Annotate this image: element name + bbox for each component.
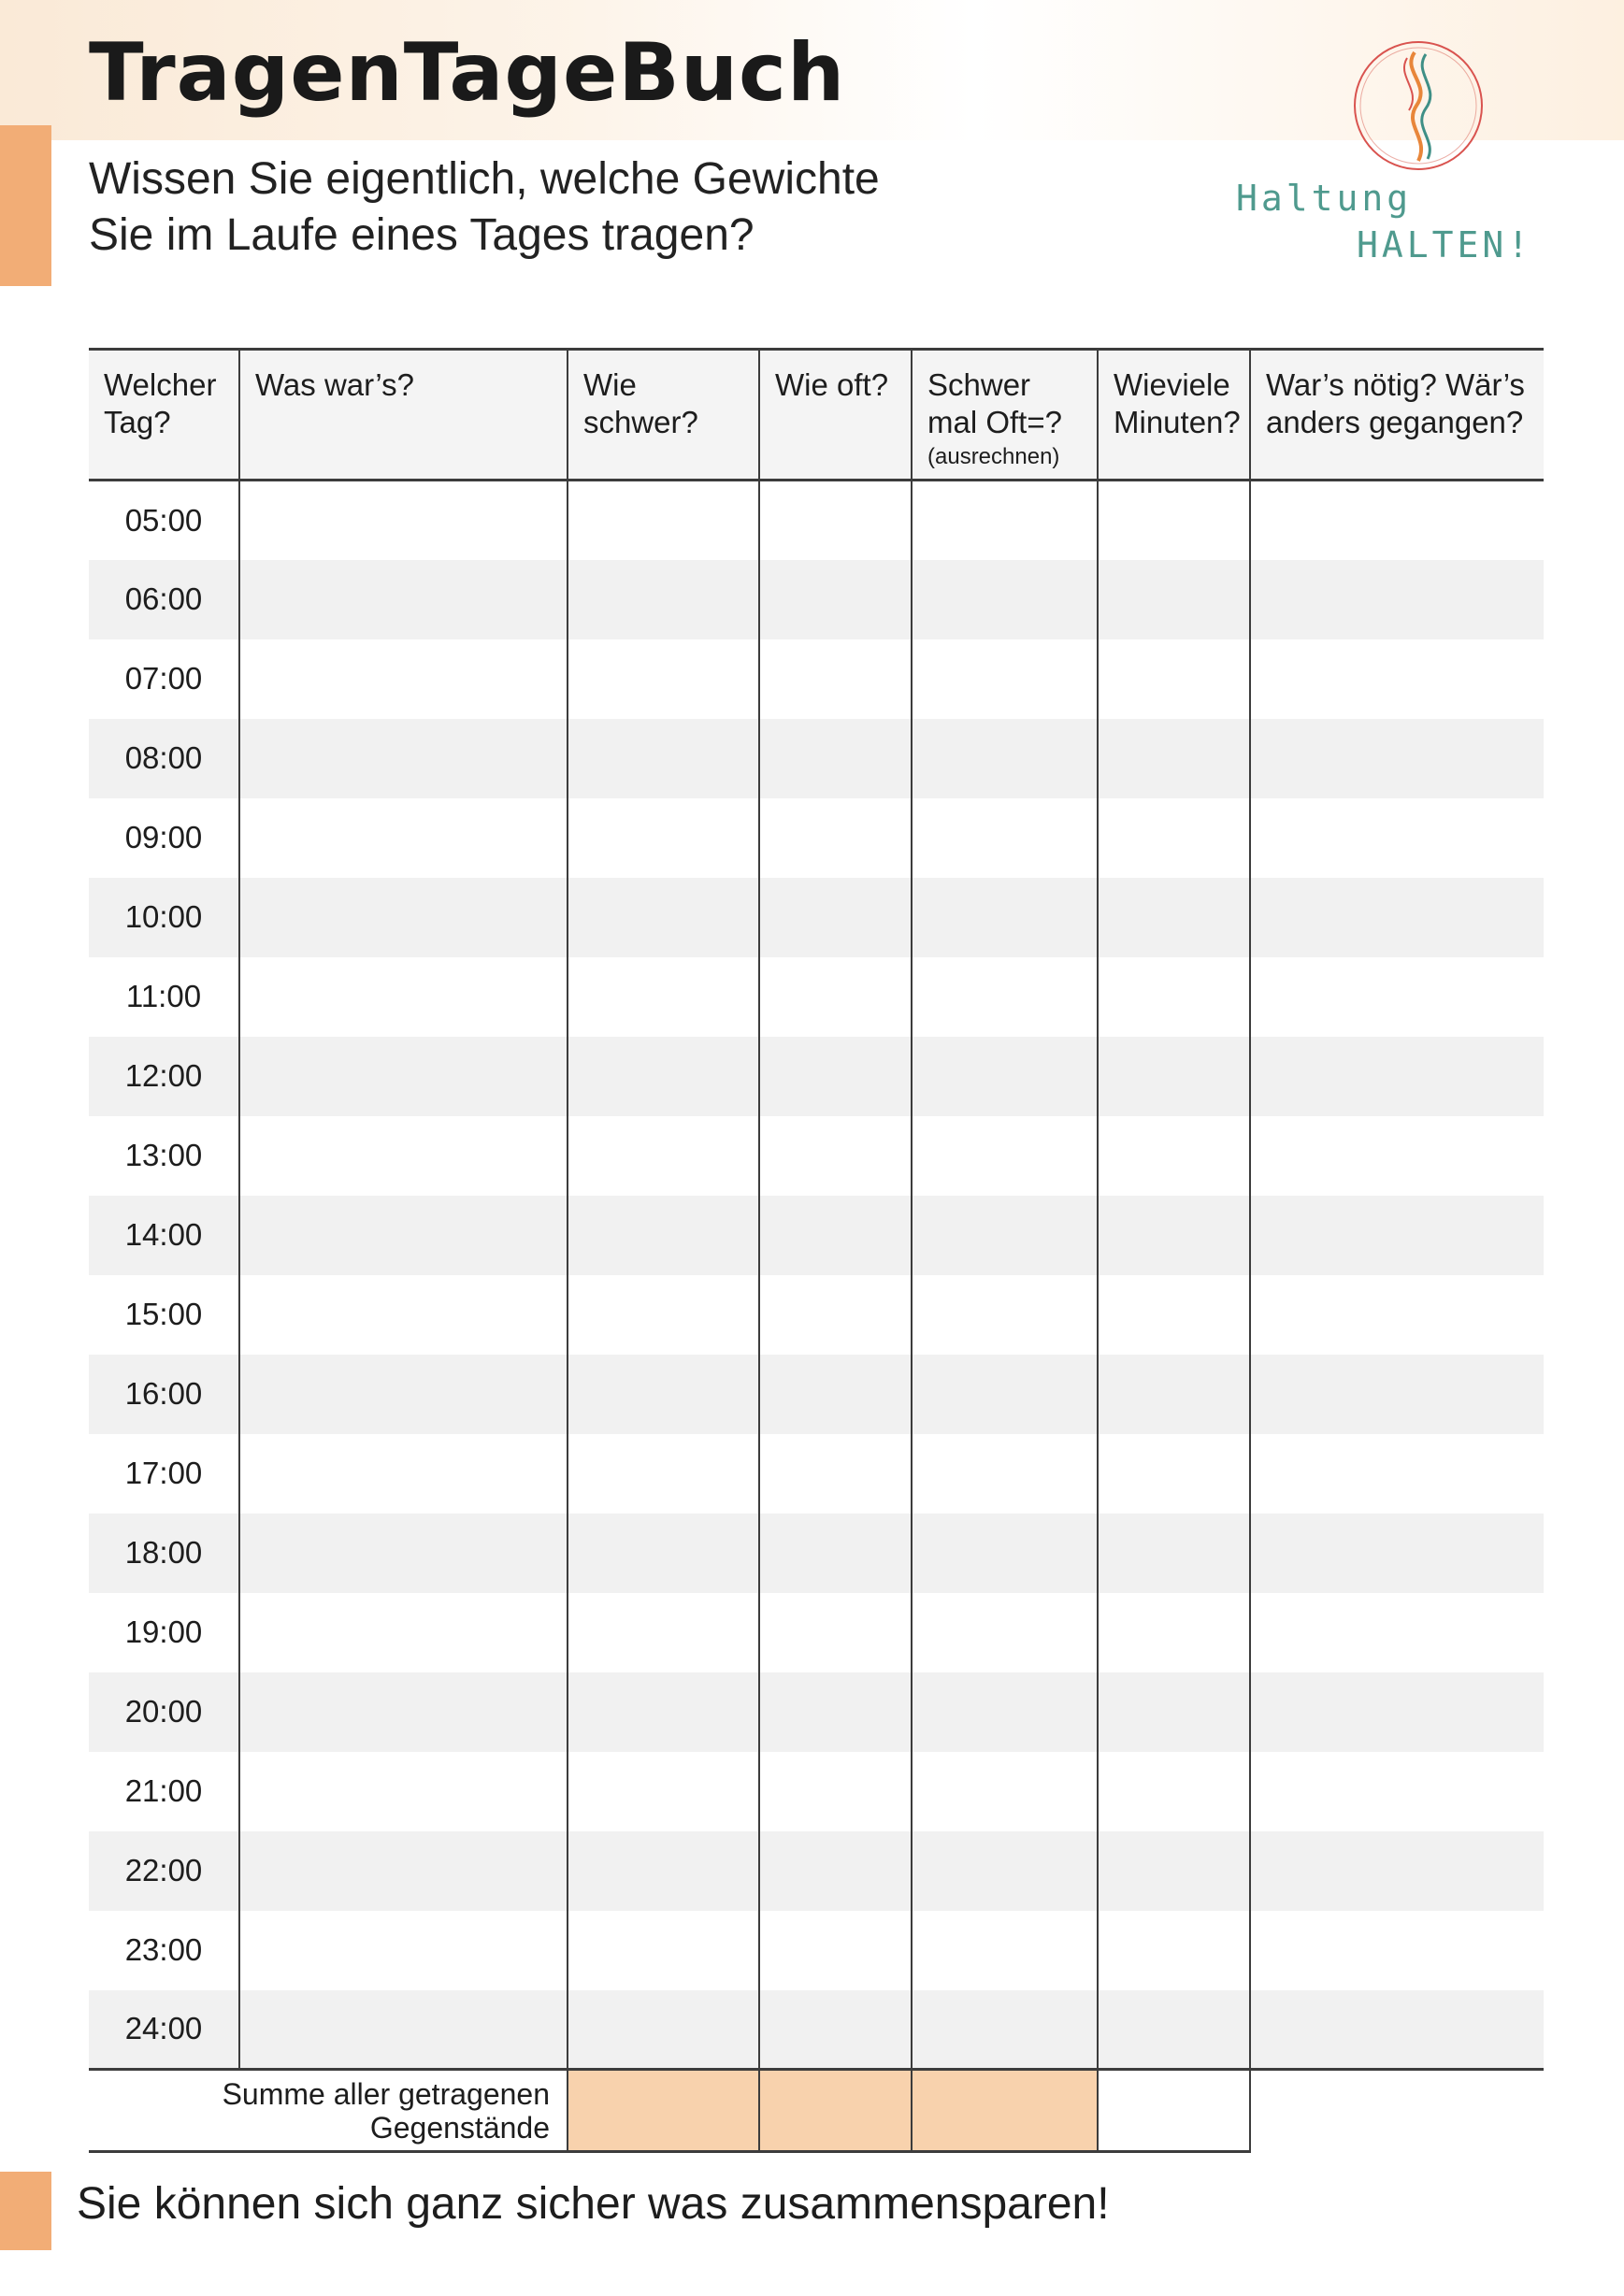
entry-cell-necessary[interactable]	[1250, 798, 1544, 878]
entry-cell-weight[interactable]	[568, 1990, 759, 2070]
subtitle-line-2: Sie im Laufe eines Tages tragen?	[89, 210, 755, 260]
entry-cell-count[interactable]	[759, 1831, 912, 1911]
table-row	[89, 481, 1544, 560]
entry-cell-count[interactable]	[759, 1672, 912, 1752]
table-row	[89, 1116, 1544, 1196]
entry-cell-weight[interactable]	[568, 1911, 759, 1990]
entry-cell-minutes[interactable]	[1098, 1990, 1250, 2070]
entry-cell-count[interactable]	[759, 1514, 912, 1593]
column-header-weight	[568, 350, 759, 481]
hour-label: 17:00	[124, 1456, 203, 1490]
entry-cell-product[interactable]	[912, 560, 1098, 639]
entry-cell-what[interactable]	[239, 560, 568, 639]
entry-cell-count[interactable]	[759, 1752, 912, 1831]
entry-cell-product[interactable]	[912, 1593, 1098, 1672]
sum-count-cell[interactable]	[759, 2070, 912, 2152]
table-row	[89, 1355, 1544, 1434]
entry-cell-product[interactable]	[912, 1990, 1098, 2070]
table-row	[89, 798, 1544, 878]
entry-cell-necessary[interactable]	[1250, 639, 1544, 719]
entry-cell-necessary[interactable]	[1250, 1593, 1544, 1672]
hour-label: 08:00	[89, 719, 239, 798]
entry-cell-weight[interactable]	[568, 560, 759, 639]
table-row	[89, 957, 1544, 1037]
table-row	[89, 1990, 1544, 2070]
table-row	[89, 1434, 1544, 1514]
entry-cell-count[interactable]	[759, 1911, 912, 1990]
entry-cell-product[interactable]	[912, 878, 1098, 957]
entry-cell-count[interactable]	[759, 560, 912, 639]
entry-cell-what[interactable]	[239, 798, 568, 878]
table-row	[89, 1037, 1544, 1116]
entry-cell-weight[interactable]	[568, 639, 759, 719]
entry-cell-product[interactable]	[912, 1116, 1098, 1196]
entry-cell-minutes[interactable]	[1098, 957, 1250, 1037]
entry-cell-necessary[interactable]	[1250, 1911, 1544, 1990]
column-header-label: War’s nötig? Wär’s anders gegangen?	[1266, 367, 1525, 439]
entry-cell-what[interactable]	[239, 1752, 568, 1831]
entry-cell-count[interactable]	[759, 1037, 912, 1116]
column-header-label: Wieviele Minuten?	[1114, 367, 1241, 439]
entry-cell-necessary[interactable]	[1250, 1514, 1544, 1593]
entry-cell-weight[interactable]	[568, 719, 759, 798]
sum-label-line-2: Gegenstände	[369, 2110, 550, 2145]
entry-cell-count[interactable]	[759, 1593, 912, 1672]
entry-cell-weight[interactable]	[568, 798, 759, 878]
entry-cell-weight[interactable]	[568, 1434, 759, 1514]
entry-cell-what[interactable]	[239, 719, 568, 798]
entry-cell-product[interactable]	[912, 1037, 1098, 1116]
entry-cell-what[interactable]	[239, 1116, 568, 1196]
entry-cell-weight[interactable]	[568, 878, 759, 957]
entry-cell-minutes[interactable]	[1098, 1037, 1250, 1116]
entry-cell-necessary[interactable]	[1250, 719, 1544, 798]
entry-cell-minutes[interactable]	[1098, 1514, 1250, 1593]
entry-cell-count[interactable]	[759, 1355, 912, 1434]
entry-cell-count[interactable]	[759, 957, 912, 1037]
logo-text-halten: HALTEN!	[1357, 224, 1533, 265]
entry-cell-count[interactable]	[759, 1434, 912, 1514]
hour-label: 07:00	[124, 661, 203, 696]
entry-cell-product[interactable]	[912, 957, 1098, 1037]
column-header-label: Schwer mal Oft=?	[927, 367, 1062, 439]
entry-cell-minutes[interactable]	[1098, 1911, 1250, 1990]
entry-cell-count[interactable]	[759, 1196, 912, 1275]
entry-cell-necessary[interactable]	[1250, 1355, 1544, 1434]
hour-label: 09:00	[124, 820, 203, 854]
hour-label: 15:00	[124, 1297, 203, 1331]
table-header-row	[89, 350, 1544, 481]
entry-cell-weight[interactable]	[568, 1514, 759, 1593]
entry-cell-necessary[interactable]	[1250, 1434, 1544, 1514]
entry-cell-weight[interactable]	[568, 1116, 759, 1196]
haltung-halten-logo-icon	[1344, 36, 1493, 176]
entry-cell-weight[interactable]	[568, 1672, 759, 1752]
hour-label: 18:00	[89, 1514, 239, 1593]
column-header-product	[912, 350, 1098, 481]
entry-cell-minutes[interactable]	[1098, 878, 1250, 957]
hour-label: 24:00	[89, 1990, 239, 2070]
entry-cell-necessary[interactable]	[1250, 481, 1544, 560]
hour-label: 20:00	[89, 1672, 239, 1752]
entry-cell-product[interactable]	[912, 719, 1098, 798]
entry-cell-what[interactable]	[239, 1196, 568, 1275]
document-subtitle	[89, 151, 880, 264]
entry-cell-product[interactable]	[912, 1752, 1098, 1831]
sum-minutes-cell[interactable]	[1098, 2070, 1250, 2152]
carry-diary-table	[89, 348, 1544, 2153]
entry-cell-count[interactable]	[759, 481, 912, 560]
table-row	[89, 560, 1544, 639]
entry-cell-necessary[interactable]	[1250, 878, 1544, 957]
entry-cell-what[interactable]	[239, 1672, 568, 1752]
entry-cell-what[interactable]	[239, 1911, 568, 1990]
entry-cell-product[interactable]	[912, 1355, 1098, 1434]
entry-cell-what[interactable]	[239, 878, 568, 957]
hour-label: 19:00	[124, 1614, 203, 1649]
entry-cell-necessary[interactable]	[1250, 1037, 1544, 1116]
entry-cell-necessary[interactable]	[1250, 1196, 1544, 1275]
table-row	[89, 1593, 1544, 1672]
entry-cell-minutes[interactable]	[1098, 560, 1250, 639]
entry-cell-count[interactable]	[759, 1116, 912, 1196]
subtitle-line-1: Wissen Sie eigentlich, welche Gewichte	[89, 154, 880, 204]
entry-cell-minutes[interactable]	[1098, 1593, 1250, 1672]
entry-cell-necessary[interactable]	[1250, 1275, 1544, 1355]
entry-cell-count[interactable]	[759, 1275, 912, 1355]
table-row	[89, 1911, 1544, 1990]
entry-cell-what[interactable]	[239, 1434, 568, 1514]
document-title: TragenTageBuch	[89, 26, 846, 120]
sum-empty-cell	[1250, 2070, 1544, 2152]
entry-cell-minutes[interactable]	[1098, 639, 1250, 719]
hour-label: 05:00	[124, 502, 203, 538]
entry-cell-necessary[interactable]	[1250, 1116, 1544, 1196]
sum-product-cell[interactable]	[912, 2070, 1098, 2152]
entry-cell-product[interactable]	[912, 639, 1098, 719]
entry-cell-minutes[interactable]	[1098, 1434, 1250, 1514]
table-row	[89, 1514, 1544, 1593]
table-row	[89, 1831, 1544, 1911]
entry-cell-minutes[interactable]	[1098, 798, 1250, 878]
column-header-minutes	[1098, 350, 1250, 481]
entry-cell-weight[interactable]	[568, 481, 759, 560]
entry-cell-count[interactable]	[759, 639, 912, 719]
column-header-label: Was war’s?	[255, 367, 414, 402]
entry-cell-minutes[interactable]	[1098, 1196, 1250, 1275]
entry-cell-product[interactable]	[912, 1514, 1098, 1593]
entry-cell-minutes[interactable]	[1098, 1831, 1250, 1911]
sum-weight-cell[interactable]	[568, 2070, 759, 2152]
entry-cell-weight[interactable]	[568, 1196, 759, 1275]
table-row	[89, 1196, 1544, 1275]
entry-cell-product[interactable]	[912, 798, 1098, 878]
entry-cell-product[interactable]	[912, 1672, 1098, 1752]
entry-cell-necessary[interactable]	[1250, 1672, 1544, 1752]
entry-cell-what[interactable]	[239, 1037, 568, 1116]
entry-cell-minutes[interactable]	[1098, 719, 1250, 798]
entry-cell-count[interactable]	[759, 719, 912, 798]
entry-cell-minutes[interactable]	[1098, 1672, 1250, 1752]
entry-cell-what[interactable]	[239, 1355, 568, 1434]
hour-label: 21:00	[124, 1773, 203, 1808]
hour-label: 22:00	[89, 1831, 239, 1911]
accent-bar-top	[0, 125, 51, 286]
entry-cell-minutes[interactable]	[1098, 1355, 1250, 1434]
column-header-necessary	[1250, 350, 1544, 481]
entry-cell-weight[interactable]	[568, 1275, 759, 1355]
entry-cell-what[interactable]	[239, 1275, 568, 1355]
entry-cell-necessary[interactable]	[1250, 957, 1544, 1037]
entry-cell-what[interactable]	[239, 1990, 568, 2070]
entry-cell-minutes[interactable]	[1098, 1275, 1250, 1355]
accent-bar-bottom	[0, 2172, 51, 2250]
entry-cell-necessary[interactable]	[1250, 1990, 1544, 2070]
column-header-day	[89, 350, 239, 481]
entry-cell-what[interactable]	[239, 1593, 568, 1672]
table-row	[89, 639, 1544, 719]
footer-note: Sie können sich ganz sicher was zusammensparen!	[77, 2179, 1110, 2229]
entry-cell-what[interactable]	[239, 639, 568, 719]
hour-label: 13:00	[124, 1138, 203, 1172]
entry-cell-minutes[interactable]	[1098, 1116, 1250, 1196]
column-header-label: Welcher Tag?	[104, 367, 217, 439]
sum-row	[89, 2070, 1544, 2152]
entry-cell-necessary[interactable]	[1250, 1752, 1544, 1831]
table-body	[89, 481, 1544, 2070]
hour-label: 23:00	[124, 1932, 203, 1967]
hour-label: 10:00	[89, 878, 239, 957]
entry-cell-weight[interactable]	[568, 1752, 759, 1831]
entry-cell-weight[interactable]	[568, 1355, 759, 1434]
column-header-label: Wie schwer?	[583, 367, 698, 439]
entry-cell-minutes[interactable]	[1098, 1752, 1250, 1831]
table-row	[89, 1752, 1544, 1831]
hour-label: 11:00	[125, 979, 202, 1013]
table-row	[89, 1672, 1544, 1752]
hour-label: 14:00	[89, 1196, 239, 1275]
entry-cell-what[interactable]	[239, 957, 568, 1037]
entry-cell-product[interactable]	[912, 1911, 1098, 1990]
table-row	[89, 878, 1544, 957]
table-row	[89, 1275, 1544, 1355]
entry-cell-what[interactable]	[239, 1831, 568, 1911]
entry-cell-necessary[interactable]	[1250, 1831, 1544, 1911]
entry-cell-necessary[interactable]	[1250, 560, 1544, 639]
entry-cell-product[interactable]	[912, 1831, 1098, 1911]
hour-label: 12:00	[89, 1037, 239, 1116]
entry-cell-weight[interactable]	[568, 1593, 759, 1672]
entry-cell-weight[interactable]	[568, 1831, 759, 1911]
entry-cell-product[interactable]	[912, 1275, 1098, 1355]
hour-label: 06:00	[89, 560, 239, 639]
logo-text-haltung: Haltung	[1236, 178, 1413, 219]
hour-label: 16:00	[89, 1355, 239, 1434]
entry-cell-count[interactable]	[759, 878, 912, 957]
column-header-note: (ausrechnen)	[927, 444, 1060, 469]
column-header-what	[239, 350, 568, 481]
entry-cell-what[interactable]	[239, 481, 568, 560]
table-row	[89, 719, 1544, 798]
column-header-label: Wie oft?	[775, 367, 889, 402]
entry-cell-count[interactable]	[759, 1990, 912, 2070]
entry-cell-what[interactable]	[239, 1514, 568, 1593]
column-header-count	[759, 350, 912, 481]
entry-cell-weight[interactable]	[568, 957, 759, 1037]
entry-cell-weight[interactable]	[568, 1037, 759, 1116]
entry-cell-product[interactable]	[912, 1196, 1098, 1275]
sum-label-line-1: Summe aller getragenen	[222, 2076, 550, 2111]
entry-cell-count[interactable]	[759, 798, 912, 878]
entry-cell-product[interactable]	[912, 1434, 1098, 1514]
sum-label	[89, 2070, 568, 2152]
entry-cell-product[interactable]	[912, 481, 1098, 560]
entry-cell-minutes[interactable]	[1098, 481, 1250, 560]
